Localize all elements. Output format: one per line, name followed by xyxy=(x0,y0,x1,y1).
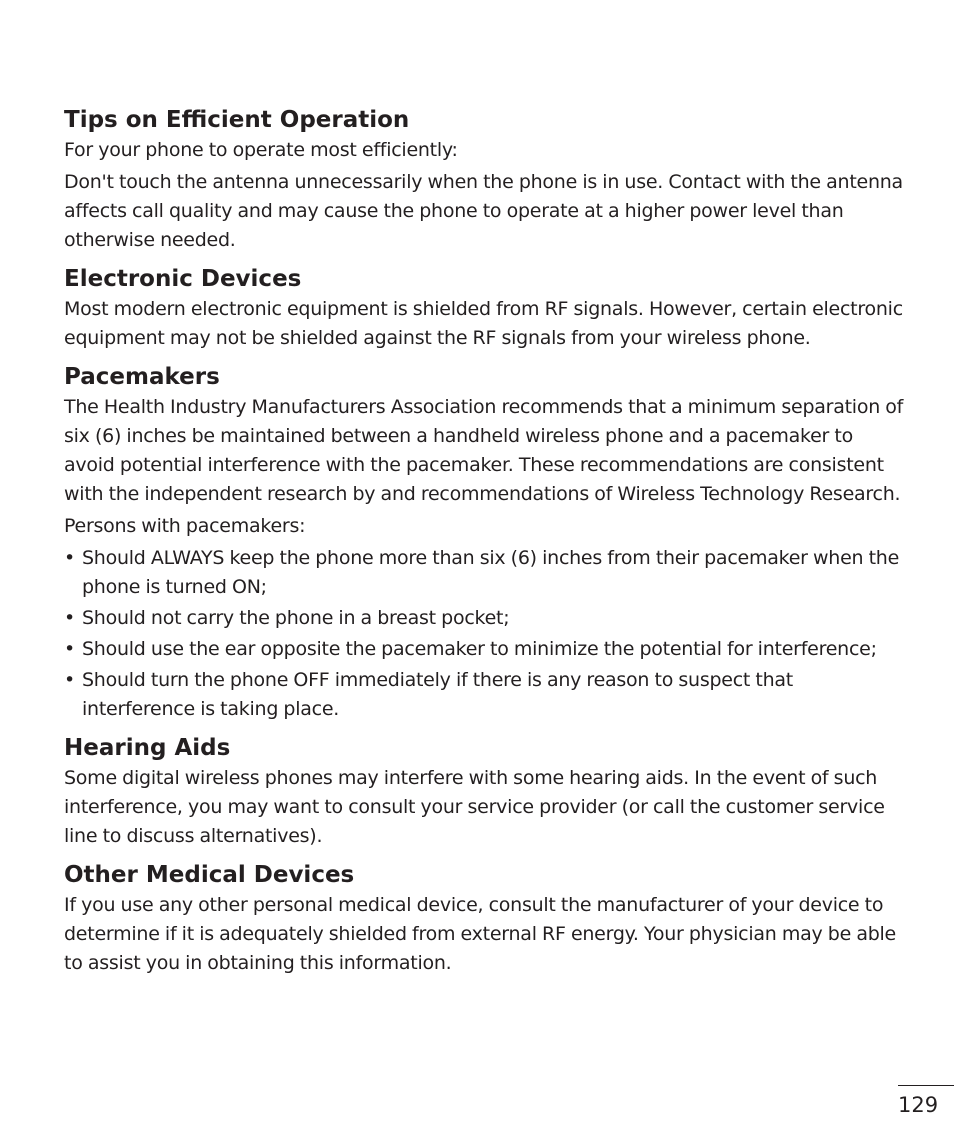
bullet-icon: • xyxy=(64,638,75,660)
paragraph: Persons with pacemakers: xyxy=(64,515,306,537)
section-other-medical-devices xyxy=(64,860,904,978)
section-hearing-aids xyxy=(64,733,904,851)
paragraph: If you use any other personal medical device, consult the manufacturer of your device to determine if it is adequately shielded from external RF energy. Your physician may be able to assist you in obtaining this information. xyxy=(64,894,896,974)
paragraph: Most modern electronic equipment is shielded from RF signals. However, certain electronic equipment may not be shielded against the RF signals from your wireless phone. xyxy=(64,298,903,349)
paragraph: Don't touch the antenna unnecessarily when the phone is in use. Contact with the antenna affects call quality and may cause the phone to operate at a higher power level than otherwise needed. xyxy=(64,171,903,251)
section-heading: Pacemakers xyxy=(64,364,220,390)
list-item-text: Should turn the phone OFF immediately if there is any reason to suspect that interference is taking place. xyxy=(82,669,793,720)
section-heading: Electronic Devices xyxy=(64,266,302,292)
section-pacemakers xyxy=(64,362,904,724)
document-body xyxy=(64,105,904,987)
list-item xyxy=(64,544,904,602)
section-heading: Tips on Efficient Operation xyxy=(64,107,410,133)
section-heading: Other Medical Devices xyxy=(64,862,355,888)
paragraph: Some digital wireless phones may interfere with some hearing aids. In the event of such interference, you may want to consult your service provider (or call the customer service line to discuss alternatives). xyxy=(64,767,885,847)
page-number: 129 xyxy=(898,1093,939,1117)
list-item-text: Should use the ear opposite the pacemaker to minimize the potential for interference; xyxy=(82,638,877,660)
bullet-icon: • xyxy=(64,669,75,691)
bullet-icon: • xyxy=(64,607,75,629)
footer-divider xyxy=(898,1085,954,1086)
list-item xyxy=(64,635,904,664)
paragraph: For your phone to operate most efficiently: xyxy=(64,139,458,161)
section-heading: Hearing Aids xyxy=(64,735,231,761)
pacemaker-bullet-list xyxy=(64,544,904,724)
section-efficient-operation xyxy=(64,105,904,255)
list-item xyxy=(64,666,904,724)
list-item-text: Should ALWAYS keep the phone more than six (6) inches from their pacemaker when the phone is turned ON; xyxy=(82,547,900,598)
list-item xyxy=(64,604,904,633)
paragraph: The Health Industry Manufacturers Association recommends that a minimum separation of six (6) inches be maintained between a handheld wireless phone and a pacemaker to avoid potential interference with the pacemaker. These recommendations are consistent with the independent research by and recommendations of Wireless Technology Research. xyxy=(64,396,904,505)
section-electronic-devices xyxy=(64,264,904,353)
bullet-icon: • xyxy=(64,547,75,569)
list-item-text: Should not carry the phone in a breast pocket; xyxy=(82,607,510,629)
